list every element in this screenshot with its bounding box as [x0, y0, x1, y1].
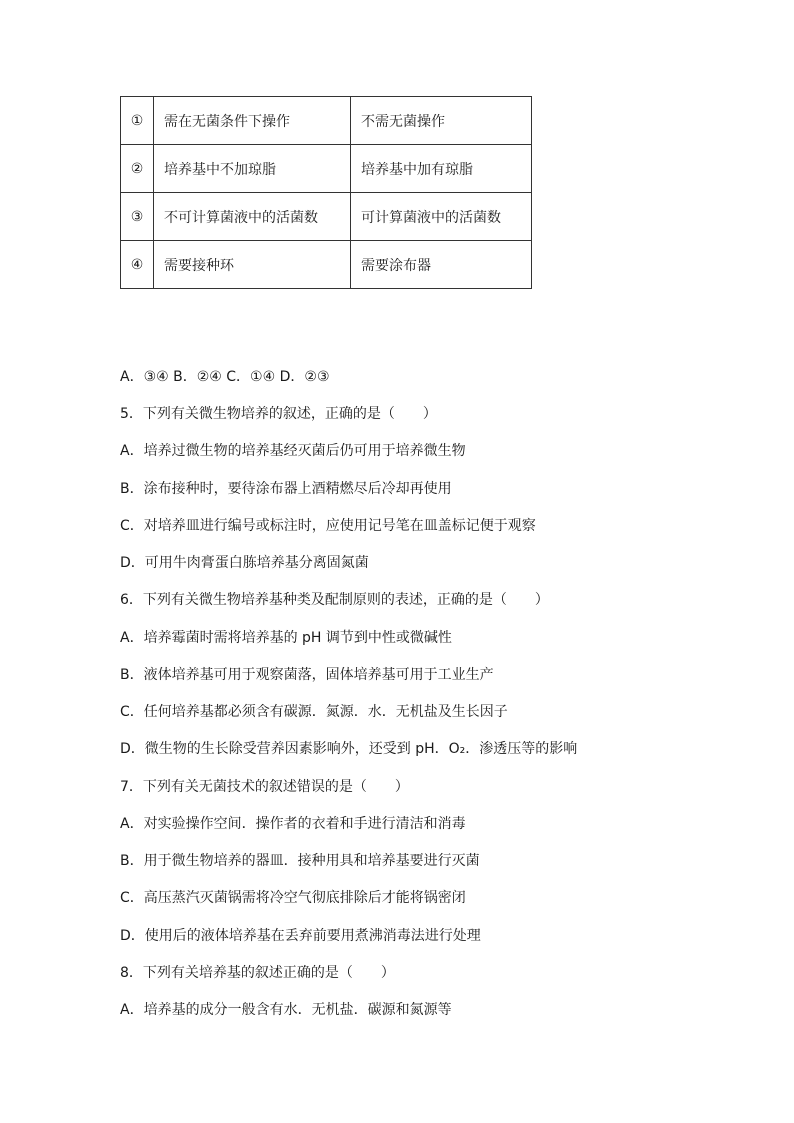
- left-cell: 培养基中不加琼脂: [154, 145, 351, 193]
- answer-options-line: A．③④ B．②④ C．①④ D．②③: [120, 369, 330, 385]
- question-6-option-b: B．液体培养基可用于观察菌落，固体培养基可用于工业生产: [120, 667, 494, 683]
- left-cell: 不可计算菌液中的活菌数: [154, 193, 351, 241]
- right-cell: 可计算菌液中的活菌数: [351, 193, 532, 241]
- comparison-table: [120, 96, 532, 289]
- question-5-stem: 5．下列有关微生物培养的叙述，正确的是（ ）: [120, 406, 437, 422]
- question-7-stem: 7．下列有关无菌技术的叙述错误的是（ ）: [120, 779, 409, 795]
- question-5-option-d: D．可用牛肉膏蛋白胨培养基分离固氮菌: [120, 555, 369, 571]
- table-row: [121, 193, 532, 241]
- right-cell: 不需无菌操作: [351, 97, 532, 145]
- question-7-option-a: A．对实验操作空间．操作者的衣着和手进行清洁和消毒: [120, 816, 466, 832]
- question-6-option-c: C．任何培养基都必须含有碳源．氮源．水．无机盐及生长因子: [120, 704, 508, 720]
- table-row: [121, 145, 532, 193]
- question-6-stem: 6．下列有关微生物培养基种类及配制原则的表述，正确的是（ ）: [120, 592, 549, 608]
- row-number: ①: [121, 97, 154, 145]
- right-cell: 培养基中加有琼脂: [351, 145, 532, 193]
- question-8-option-a: A．培养基的成分一般含有水．无机盐．碳源和氮源等: [120, 1002, 452, 1018]
- question-8-stem: 8．下列有关培养基的叙述正确的是（ ）: [120, 965, 395, 981]
- question-6-option-a: A．培养霉菌时需将培养基的 pH 调节到中性或微碱性: [120, 630, 452, 646]
- question-7-option-d: D．使用后的液体培养基在丢弃前要用煮沸消毒法进行处理: [120, 928, 481, 944]
- right-cell: 需要涂布器: [351, 241, 532, 289]
- question-6-option-d: D．微生物的生长除受营养因素影响外，还受到 pH．O₂．渗透压等的影响: [120, 741, 578, 757]
- question-5-option-c: C．对培养皿进行编号或标注时，应使用记号笔在皿盖标记便于观察: [120, 518, 536, 534]
- question-7-option-c: C．高压蒸汽灭菌锅需将冷空气彻底排除后才能将锅密闭: [120, 890, 466, 906]
- table-row: [121, 241, 532, 289]
- question-7-option-b: B．用于微生物培养的器皿．接种用具和培养基要进行灭菌: [120, 853, 480, 869]
- question-5-option-b: B．涂布接种时，要待涂布器上酒精燃尽后冷却再使用: [120, 481, 452, 497]
- left-cell: 需要接种环: [154, 241, 351, 289]
- row-number: ②: [121, 145, 154, 193]
- row-number: ③: [121, 193, 154, 241]
- table-row: [121, 97, 532, 145]
- question-5-option-a: A．培养过微生物的培养基经灭菌后仍可用于培养微生物: [120, 443, 466, 459]
- left-cell: 需在无菌条件下操作: [154, 97, 351, 145]
- row-number: ④: [121, 241, 154, 289]
